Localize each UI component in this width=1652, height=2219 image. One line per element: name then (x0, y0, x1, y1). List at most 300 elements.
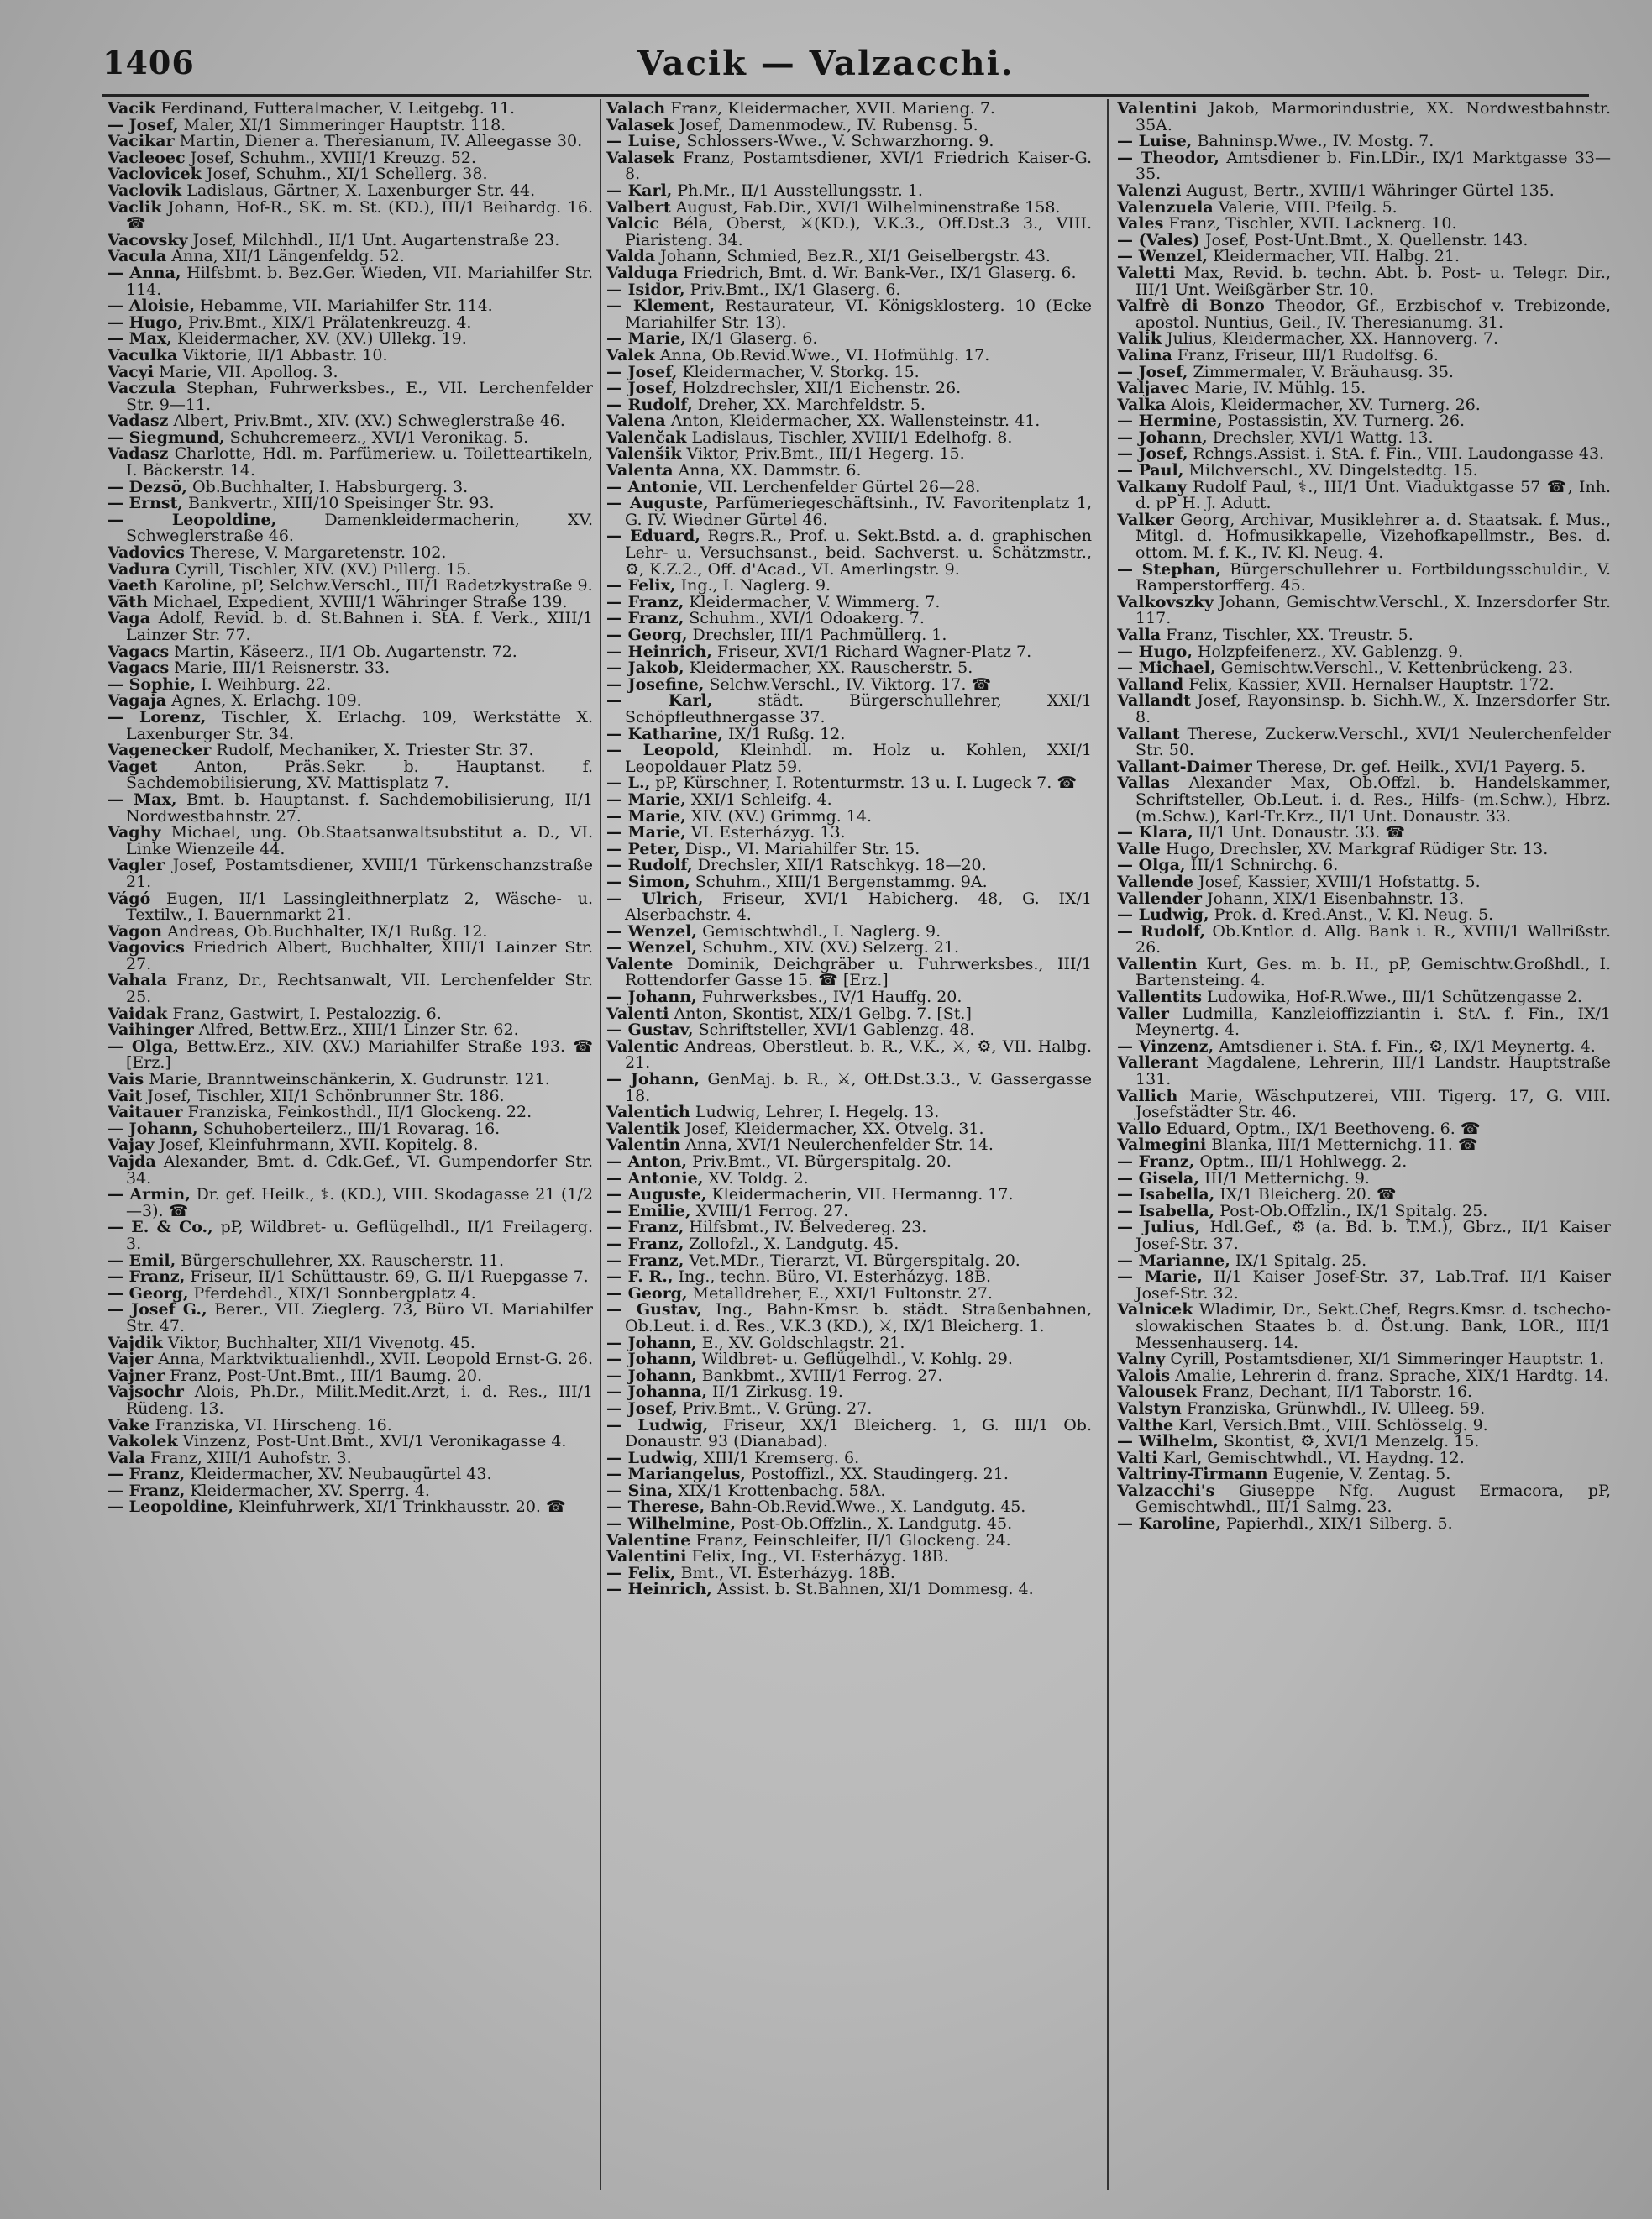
entry-details: XVIII/1 Ferrog. 27. (690, 1201, 849, 1220)
entry-details: Kleinhdl. m. Holz u. Kohlen, XXI/1 Leopoldauer Platz 59. (625, 741, 1092, 776)
entry-details: VI. Esterházyg. 13. (685, 823, 846, 842)
entry-details: Amtsdiener i. StA. f. Fin., ⚙, IX/1 Meynertg. 4. (1214, 1036, 1596, 1056)
entry-name: — Klement, (606, 296, 716, 316)
entry-name: Valzacchi's (1117, 1481, 1215, 1500)
entry-name: — Sina, (606, 1481, 674, 1500)
entry-name: Valetti (1117, 263, 1176, 282)
directory-entry (1117, 512, 1611, 562)
entry-name: — Karoline, (1117, 1514, 1222, 1534)
entry-name: Valentin (606, 1136, 681, 1155)
entry-details: VII. Lerchenfelder Gürtel 26—28. (703, 477, 981, 496)
entry-name: Valenčak (606, 428, 687, 447)
directory-entry (606, 1036, 1092, 1073)
entry-details: Julius, Kleidermacher, XX. Hannoverg. 7. (1161, 329, 1499, 349)
entry-details: Therese, Zuckerw.Verschl., XVI/1 Neulerchenfelder Str. 50. (1135, 724, 1611, 760)
entry-name: Valcic (606, 214, 659, 233)
entry-details: Selchw.Verschl., IV. Viktorg. 17. ☎ (704, 674, 992, 694)
entry-details: Priv.Bmt., V. Grüng. 27. (677, 1398, 873, 1418)
entry-details: Franziska, Feinkosthdl., II/1 Glockeng. 22. (182, 1103, 532, 1122)
entry-details: Bmt., VI. Esterházyg. 18B. (675, 1563, 895, 1582)
entry-name: Valka (1117, 395, 1167, 414)
directory-entry (1117, 265, 1611, 298)
entry-details: Eugenie, V. Zentag. 5. (1267, 1465, 1451, 1484)
directory-entry (108, 1302, 593, 1335)
entry-details: Bahn-Ob.Revid.Wwe., X. Landgutg. 45. (705, 1498, 1026, 1517)
entry-name: — Josef, (606, 379, 678, 398)
directory-entry (606, 954, 1092, 990)
entry-name: Valfrè di Bonzo (1117, 296, 1265, 316)
entry-name: Valkany (1117, 477, 1187, 496)
directory-entry (606, 298, 1092, 331)
entry-details: Marie, III/1 Reisnerstr. 33. (169, 658, 391, 678)
entry-details: Ludmilla, Kanzleioffizziantin i. StA. f. Fin., IX/1 Meynertg. 4. (1135, 1004, 1611, 1040)
entry-name: Vadasz (108, 412, 169, 431)
entry-name: — Heinrich, (606, 642, 712, 661)
entry-name: Valentik (606, 1119, 680, 1138)
entry-name: Vallant (1117, 724, 1180, 743)
entry-details: Cyrill, Tischler, XIV. (XV.) Pillerg. 15. (170, 559, 472, 579)
entry-details: Karoline, pP, Selchw.Verschl., III/1 Radetzkystraße 9. (158, 576, 593, 595)
entry-details: Amalie, Lehrerin d. franz. Sprache, XIX/1 Hardtg. 14. (1170, 1366, 1609, 1385)
entry-name: Vacleoec (108, 148, 186, 167)
entry-name: Valousek (1117, 1382, 1197, 1402)
entry-name: Vallas (1117, 774, 1170, 793)
entry-details: Hilfsbmt. b. Bez.Ger. Wieden, VII. Mariahilfer Str. 114. (126, 263, 593, 299)
entry-name: Valach (606, 101, 666, 118)
entry-name: — Isabella, (1117, 1185, 1215, 1204)
entry-name: — Wenzel, (606, 921, 698, 941)
directory-entry (606, 150, 1092, 183)
entry-details: Josef, Kleinfuhrmann, XVII. Kopitelg. 8. (154, 1136, 479, 1155)
entry-name: Valois (1117, 1366, 1171, 1385)
directory-column-1 (108, 101, 593, 2201)
entry-name: — Klara, (1117, 823, 1193, 842)
entry-details: Anton, Präs.Sekr. b. Hauptanst. f. Sachdemobilisierung, XV. Mattisplatz 7. (126, 757, 593, 793)
entry-details: Charlotte, Hdl. m. Parfümeriew. u. Toiletteartikeln, I. Bäckerstr. 14. (126, 444, 593, 480)
entry-details: Schuhm., XIV. (XV.) Selzerg. 21. (697, 938, 960, 957)
entry-details: Marie, Wäschputzerei, VIII. Tigerg. 17, G. VIII. Josefstädter Str. 46. (1135, 1086, 1611, 1122)
entry-details: Ing., Bahn-Kmsr. b. städt. Straßenbahnen, Ob.Leut. i. d. Res., V.K.3 (KD.), ⚔, IX/1 Bleicherg. 1. (625, 1300, 1092, 1335)
entry-name: — Josef G., (108, 1300, 207, 1319)
entry-details: Priv.Bmt., IX/1 Glaserg. 6. (684, 280, 901, 299)
entry-name: Vaihinger (108, 1020, 194, 1040)
entry-name: — Rudolf, (1117, 921, 1206, 941)
entry-details: Gemischtwhdl., I. Naglerg. 9. (697, 921, 941, 941)
directory-entry (606, 1415, 1092, 1451)
entry-name: Valente (606, 954, 674, 973)
entry-name: — Wilhelm, (1117, 1432, 1219, 1451)
entry-name: Vacikar (108, 132, 175, 151)
entry-name: Vagenecker (108, 741, 212, 760)
directory-entry (1117, 1006, 1611, 1039)
entry-details: IX/1 Rußg. 12. (723, 724, 846, 743)
entry-name: Vahala (108, 971, 167, 990)
entry-name: — Franz, (1117, 1152, 1195, 1171)
entry-details: Ludowika, Hof-R.Wwe., III/1 Schützengasse 2. (1202, 988, 1582, 1007)
entry-details: Bahninsp.Wwe., IV. Mostg. 7. (1192, 132, 1434, 151)
entry-details: Damenkleidermacherin, XV. Schweglerstraße 46. (126, 510, 593, 546)
directory-entry (108, 792, 593, 825)
directory-entry (606, 216, 1092, 249)
entry-details: Karl, Versich.Bmt., VIII. Schlösselg. 9. (1173, 1415, 1488, 1435)
entry-name: Valentic (606, 1036, 679, 1056)
entry-name: — Felix, (606, 1563, 676, 1582)
entry-name: — Max, (108, 790, 177, 809)
entry-name: — Max, (108, 329, 172, 349)
entry-name: Valasek (606, 148, 674, 167)
entry-name: — Isabella, (1117, 1201, 1215, 1220)
entry-details: Anna, Ob.Revid.Wwe., VI. Hofmühlg. 17. (654, 345, 990, 365)
entry-details: Josef, Damenmodew., IV. Rubensg. 5. (674, 115, 978, 134)
entry-name: — Theodor, (1117, 148, 1219, 167)
directory-column-3 (1117, 101, 1611, 2201)
entry-name: Valker (1117, 510, 1174, 529)
entry-details: Johann, Hof-R., SK. m. St. (KD.), III/1 Beihardg. 16. ☎ (126, 197, 593, 233)
entry-details: Franz, Friseur, III/1 Rudolfsg. 6. (1172, 345, 1439, 365)
entry-details: Ladislaus, Gärtner, X. Laxenburger Str. 44. (181, 181, 536, 200)
entry-details: Therese, V. Margaretenstr. 102. (184, 543, 447, 563)
entry-name: — Johann, (108, 1119, 198, 1138)
entry-name: — Lorenz, (108, 707, 207, 727)
entry-details: Rudolf, Mechaniker, X. Triester Str. 37. (211, 741, 534, 760)
entry-name: Valthe (1117, 1415, 1174, 1435)
directory-entry (1117, 954, 1611, 990)
entry-details: Friseur, XVI/1 Habicherg. 48, G. IX/1 Alserbachstr. 4. (625, 889, 1092, 925)
entry-details: Stephan, Fuhrwerksbes., E., VII. Lerchenfelder Str. 9—11. (126, 379, 593, 414)
entry-details: Bmt. b. Hauptanst. f. Sachdemobilisierung, II/1 Nordwestbahnstr. 27. (126, 790, 593, 826)
entry-details: Georg, Archivar, Musiklehrer a. d. Staatsak. f. Mus., Mitgl. d. Hofmusikkapelle, Vizehofkapellmstr., Bes. d. ottom. M. f. K., IV. Kl. Neug. 4. (1135, 510, 1611, 563)
entry-details: XIV. (XV.) Grimmg. 14. (685, 806, 873, 826)
directory-entry (1117, 1516, 1611, 1533)
entry-name: — L., (606, 774, 651, 793)
entry-details: Blanka, III/1 Metternichg. 11. ☎ (1206, 1136, 1478, 1155)
entry-details: XIII/1 Kremserg. 6. (698, 1448, 860, 1467)
entry-name: Vajner (108, 1366, 165, 1385)
entry-name: Valenzi (1117, 181, 1182, 200)
entry-name: — Wilhelmine, (606, 1514, 737, 1534)
entry-details: Kleidermacher, XV. (XV.) Ullekg. 19. (171, 329, 467, 349)
entry-name: Vaculka (108, 345, 178, 365)
entry-name: — Johann, (1117, 428, 1208, 447)
entry-name: Vaghy (108, 823, 161, 842)
entry-details: Josef, Kleidermacher, XX. Otvelg. 31. (679, 1119, 984, 1138)
entry-details: Priv.Bmt., XIX/1 Prälatenkreuzg. 4. (182, 312, 472, 332)
entry-details: Zollofzl., X. Landgutg. 45. (684, 1234, 899, 1253)
entry-details: Papierhdl., XIX/1 Silberg. 5. (1221, 1514, 1453, 1534)
entry-details: Viktor, Priv.Bmt., III/1 Hegerg. 15. (681, 444, 965, 464)
entry-details: Kleidermacher, XV. Neubaugürtel 43. (185, 1465, 492, 1484)
entry-details: Jakob, Marmorindustrie, XX. Nordwestbahnstr. 35A. (1135, 101, 1611, 134)
entry-name: Valkovszky (1117, 592, 1214, 611)
entry-details: Kleidermacher, XX. Rauscherstr. 5. (684, 658, 973, 678)
directory-entry (108, 197, 593, 233)
entry-details: Alexander, Bmt. d. Cdk.Gef., VI. Gumpendorfer Str. 34. (126, 1152, 593, 1188)
directory-entry (1117, 1086, 1611, 1122)
entry-name: Vallandt (1117, 691, 1191, 711)
entry-details: Skontist, ⚙, XVI/1 Menzelg. 15. (1218, 1432, 1480, 1451)
entry-name: — Marie, (1117, 1267, 1203, 1287)
entry-details: Holzdrechsler, XII/1 Eichenstr. 26. (677, 379, 962, 398)
entry-details: Ladislaus, Tischler, XVIII/1 Edelhofg. 8. (686, 428, 1013, 447)
entry-details: Dreher, XX. Marchfeldstr. 5. (692, 395, 926, 414)
directory-entry (606, 1072, 1092, 1104)
entry-details: Rchngs.Assist. i. StA. f. Fin., VIII. Laudongasse 43. (1188, 444, 1605, 464)
entry-name: Valbert (606, 197, 671, 217)
entry-name: — Auguste, (606, 494, 709, 513)
entry-details: Marie, VII. Apollog. 3. (154, 362, 338, 381)
entry-name: Vagacs (108, 658, 170, 678)
entry-details: Schlossers-Wwe., V. Schwarzhorng. 9. (681, 132, 994, 151)
entry-details: Wildbret- u. Geflügelhdl., V. Kohlg. 29. (696, 1350, 1013, 1369)
entry-details: Friseur, II/1 Schüttaustr. 69, G. II/1 Ruepgasse 7. (185, 1267, 589, 1287)
entry-name: Vallentin (1117, 954, 1198, 973)
entry-details: Franz, Postamtsdiener, XVI/1 Friedrich Kaiser-G. 8. (625, 148, 1092, 184)
entry-details: XIX/1 Krottenbachg. 58A. (673, 1481, 886, 1500)
entry-details: III/1 Schnirchg. 6. (1185, 856, 1339, 875)
entry-details: Metalldreher, E., XXI/1 Fultonstr. 27. (687, 1283, 993, 1303)
entry-details: Drechsler, III/1 Pachmüllerg. 1. (687, 626, 947, 644)
entry-name: — Katharine, (606, 724, 724, 743)
column-divider (600, 99, 601, 2190)
entry-name: Vaclik (108, 197, 162, 217)
directory-entry (1117, 775, 1611, 825)
entry-details: Franz, Dr., Rechtsanwalt, VII. Lerchenfelder Str. 25. (126, 971, 593, 1007)
entry-name: — Karl, (606, 691, 713, 711)
entry-details: Restaurateur, VI. Königsklosterg. 10 (Ecke Mariahilfer Str. 13). (625, 296, 1092, 332)
directory-entry (108, 512, 593, 545)
entry-name: — Luise, (1117, 132, 1193, 151)
entry-name: Valentini (606, 1547, 687, 1566)
entry-name: — Marianne, (1117, 1251, 1230, 1270)
entry-name: — Johann, (606, 1333, 697, 1352)
entry-details: Alexander Max, Ob.Offzl. b. Handelskammer, Schriftsteller, Ob.Leut. i. d. Res., Hilfs- (m.Schw.), Hbrz. (m.Schw.), Karl-Tr.Krz., II/1 Unt. Donaustr. 33. (1135, 774, 1611, 826)
directory-entry (108, 611, 593, 643)
entry-details: Gemischtw.Verschl., V. Kettenbrückeng. 23. (1215, 658, 1574, 678)
entry-details: Schuhcremeerz., XVI/1 Veronikag. 5. (224, 428, 529, 447)
entry-details: Michael, Expedient, XVIII/1 Währinger Straße 139. (147, 592, 568, 611)
entry-details: Regrs.R., Prof. u. Sekt.Bstd. a. d. graphischen Lehr- u. Versuchsanst., beid. Sachverst. u. Schätzmstr., ⚙, K.Z.2., Off. d'Acad., VI. Amerlingstr. 9. (625, 527, 1092, 579)
entry-details: Agnes, X. Erlachg. 109. (166, 691, 362, 711)
entry-details: Franz, Dechant, II/1 Taborstr. 16. (1196, 1382, 1472, 1402)
directory-entry (606, 528, 1092, 578)
entry-details: XXI/1 Schleifg. 4. (685, 790, 832, 809)
page-number: 1406 (102, 44, 195, 81)
entry-name: Valentich (606, 1103, 690, 1122)
entry-details: Franz, Kleidermacher, XVII. Marieng. 7. (665, 101, 995, 118)
entry-name: Vaclovicek (108, 165, 202, 184)
entry-details: Kleidermacher, VII. Halbg. 21. (1208, 247, 1461, 266)
entry-name: Vacyi (108, 362, 155, 381)
entry-name: Vait (108, 1086, 143, 1105)
entry-name: Vacovsky (108, 230, 188, 249)
entry-name: Valtriny-Tirmann (1117, 1465, 1268, 1484)
entry-details: Schuhm., XVI/1 Odoakerg. 7. (684, 609, 925, 628)
entry-details: Fuhrwerksbes., IV/1 Hauffg. 20. (696, 988, 962, 1007)
entry-details: Pferdehdl., XIX/1 Sonnbergplatz 4. (188, 1283, 476, 1303)
entry-name: Vais (108, 1070, 144, 1089)
entry-details: Prok. d. Kred.Anst., V. Kl. Neug. 5. (1209, 905, 1494, 925)
entry-details: Josef, Schuhm., XVIII/1 Kreuzg. 52. (185, 148, 477, 167)
entry-name: Vacula (108, 247, 167, 266)
entry-details: Post-Ob.Offzlin., X. Landgutg. 45. (736, 1514, 1013, 1534)
entry-name: Vajda (108, 1152, 156, 1171)
entry-name: — Josef, (108, 115, 179, 134)
entry-name: — Johann, (606, 1366, 697, 1385)
entry-name: Vakolek (108, 1432, 178, 1451)
entry-details: Franz, Tischler, XX. Treustr. 5. (1161, 626, 1413, 644)
entry-details: I. Weihburg. 22. (196, 674, 332, 694)
entry-name: — Franz, (108, 1267, 186, 1287)
entry-details: Parfümeriegeschäftsinh., IV. Favoritenplatz 1, G. IV. Wiedner Gürtel 46. (625, 494, 1092, 529)
entry-name: Vadovics (108, 543, 185, 563)
entry-name: — (Vales) (1117, 230, 1200, 249)
entry-details: Friseur, XX/1 Bleicherg. 1, G. III/1 Ob. Donaustr. 93 (Dianabad). (625, 1415, 1092, 1451)
entry-name: Valasek (606, 115, 674, 134)
entry-details: Bürgerschullehrer u. Fortbildungsschuldir., V. Ramperstorfferg. 45. (1135, 559, 1611, 595)
entry-details: Kurt, Ges. m. b. H., pP, Gemischtw.Großhdl., I. Bartensteing. 4. (1135, 954, 1611, 990)
entry-details: Schriftsteller, XVI/1 Gablenzg. 48. (693, 1020, 975, 1040)
entry-details: Josef, Schuhm., XI/1 Schellerg. 38. (201, 165, 488, 184)
entry-details: Priv.Bmt., VI. Bürgerspitalg. 20. (687, 1152, 952, 1171)
entry-details: Franz, Feinschleifer, II/1 Glockeng. 24. (690, 1530, 1011, 1550)
entry-details: Franz, Tischler, XVII. Lacknerg. 10. (1163, 214, 1457, 233)
entry-details: Milchverschl., XV. Dingelstedtg. 15. (1183, 461, 1478, 480)
entry-name: — Antonie, (606, 477, 704, 496)
directory-entry (108, 446, 593, 479)
entry-name: Vadasz (108, 444, 169, 464)
directory-entry (1117, 101, 1611, 134)
entry-details: Post-Ob.Offzlin., IX/1 Spitalg. 25. (1214, 1201, 1488, 1220)
directory-entry (108, 707, 593, 743)
entry-name: Vajay (108, 1136, 155, 1155)
entry-details: Ludwig, Lehrer, I. Hegelg. 13. (690, 1103, 940, 1122)
entry-details: Franziska, Grünwhdl., IV. Ulleeg. 59. (1181, 1398, 1486, 1418)
entry-details: Hebamme, VII. Mariahilfer Str. 114. (195, 296, 493, 316)
entry-name: Vaga (108, 609, 150, 628)
directory-entry (108, 265, 593, 298)
entry-name: — Hermine, (1117, 412, 1223, 431)
entry-name: Valny (1117, 1350, 1166, 1369)
entry-name: Vaczula (108, 379, 176, 398)
entry-details: Rudolf Paul, ⚕., III/1 Unt. Viaduktgasse 57 ☎, Inh. d. pP H. J. Adutt. (1135, 477, 1611, 513)
entry-name: Vallich (1117, 1086, 1178, 1105)
entry-name: — Heinrich, (606, 1580, 712, 1599)
directory-entry (1117, 921, 1611, 957)
entry-details: Dr. gef. Heilk., ⚕. (KD.), VIII. Skodagasse 21 (1/2—3). ☎ (126, 1185, 593, 1220)
entry-name: — Josefine, (606, 674, 705, 694)
entry-details: Marie, IV. Mühlg. 15. (1189, 379, 1366, 398)
entry-name: — Franz, (108, 1465, 186, 1484)
entry-details: Postassistin, XV. Turnerg. 26. (1222, 412, 1466, 431)
directory-entry (108, 1036, 593, 1073)
entry-details: Maler, XI/1 Simmeringer Hauptstr. 118. (178, 115, 506, 134)
directory-entry (1117, 724, 1611, 760)
entry-details: Andreas, Oberstleut. b. R., V.K., ⚔, ⚙, VII. Halbg. 21. (625, 1036, 1092, 1073)
entry-name: — Georg, (606, 626, 688, 644)
entry-details: Giuseppe Nfg. August Ermacora, pP, Gemischtwhdl., III/1 Salmg. 23. (1135, 1481, 1611, 1517)
directory-entry (1117, 1220, 1611, 1252)
directory-entry (108, 1220, 593, 1252)
entry-details: Tischler, X. Erlachg. 109, Werkstätte X. Laxenburger Str. 34. (126, 707, 593, 743)
entry-details: Ob.Buchhalter, I. Habsburgerg. 3. (186, 477, 469, 496)
entry-name: — Marie, (606, 790, 686, 809)
entry-name: Valla (1117, 626, 1162, 644)
entry-name: — Rudolf, (606, 856, 693, 875)
entry-details: II/1 Unt. Donaustr. 33. ☎ (1193, 823, 1405, 842)
entry-details: Bankbmt., XVIII/1 Ferrog. 27. (696, 1366, 943, 1385)
entry-name: — Franz, (606, 609, 684, 628)
entry-name: Valenta (606, 461, 674, 480)
entry-name: — Eduard, (606, 527, 700, 546)
entry-name: — Karl, (606, 181, 673, 200)
entry-name: Valle (1117, 839, 1161, 858)
entry-details: Eduard, Optm., IX/1 Beethoveng. 6. ☎ (1161, 1119, 1481, 1138)
entry-name: — Dezsö, (108, 477, 187, 496)
directory-entry (1117, 693, 1611, 726)
entry-details: Friseur, XVI/1 Richard Wagner-Platz 7. (711, 642, 1032, 661)
entry-name: Valentini (1117, 101, 1198, 118)
entry-details: Josef, Rayonsinsp. b. Sichh.W., X. Inzersdorfer Str. 8. (1135, 691, 1611, 727)
entry-name: Vala (108, 1448, 145, 1467)
entry-name: — Johann, (606, 988, 697, 1007)
entry-details: Bürgerschullehrer, XX. Rauscherstr. 11. (176, 1251, 505, 1270)
entry-details: pP, Kürschner, I. Rotenturmstr. 13 u. I. Lugeck 7. ☎ (650, 774, 1077, 793)
entry-details: II/1 Kaiser Josef-Str. 37, Lab.Traf. II/1 Kaiser Josef-Str. 32. (1135, 1267, 1611, 1303)
entry-name: — Mariangelus, (606, 1465, 747, 1484)
entry-details: Franz, Gastwirt, I. Pestalozzig. 6. (167, 1004, 442, 1023)
entry-name: Väth (108, 592, 148, 611)
entry-details: August, Fab.Dir., XVI/1 Wilhelminenstraße 158. (670, 197, 1061, 217)
entry-name: Vallende (1117, 872, 1194, 891)
directory-entry (108, 759, 593, 792)
entry-name: Vaeth (108, 576, 158, 595)
entry-name: — Franz, (606, 592, 684, 611)
directory-entry (108, 825, 593, 858)
entry-name: Valenti (606, 1004, 669, 1023)
entry-details: IX/1 Spitalg. 25. (1230, 1251, 1367, 1270)
entry-details: Anton, Skontist, XIX/1 Gelbg. 7. [St.] (669, 1004, 972, 1023)
entry-name: Vales (1117, 214, 1164, 233)
entry-name: Vajsochr (108, 1382, 184, 1402)
directory-entry (606, 1302, 1092, 1335)
entry-name: Valina (1117, 345, 1172, 365)
entry-details: Johann, Schmied, Bez.R., XI/1 Geiselbergstr. 43. (655, 247, 1051, 266)
entry-name: — Aloisie, (108, 296, 196, 316)
entry-name: Valenšik (606, 444, 682, 464)
directory-entry (108, 891, 593, 924)
entry-name: Valena (606, 412, 666, 431)
entry-name: — Michael, (1117, 658, 1216, 678)
entry-name: — E. & Co., (108, 1218, 213, 1237)
entry-name: — Simon, (606, 872, 690, 891)
entry-details: Holzpfeifenerz., XV. Gablenzg. 9. (1192, 642, 1464, 661)
entry-details: Martin, Diener a. Theresianum, IV. Alleegasse 30. (174, 132, 583, 151)
entry-name: Vagaja (108, 691, 167, 711)
entry-details: Kleidermacher, V. Wimmerg. 7. (684, 592, 941, 611)
directory-entry (108, 1154, 593, 1187)
entry-details: Ing., techn. Büro, VI. Esterházyg. 18B. (673, 1267, 992, 1287)
entry-details: Martin, Käseerz., II/1 Ob. Augartenstr. 72. (169, 642, 517, 661)
entry-details: Anna, Marktviktualienhdl., XVII. Leopold Ernst-G. 26. (153, 1350, 593, 1369)
entry-name: Vallender (1117, 889, 1203, 908)
directory-entry (1117, 1302, 1611, 1351)
entry-details: Béla, Oberst, ⚔(KD.), V.K.3., Off.Dst.3 3., VIII. Piaristeng. 34. (625, 214, 1092, 249)
entry-name: — Ernst, (108, 494, 184, 513)
entry-name: Valnicek (1117, 1300, 1193, 1319)
entry-name: — Sophie, (108, 674, 197, 694)
entry-details: Drechsler, XVI/1 Wattg. 13. (1207, 428, 1434, 447)
entry-name: — Josef, (606, 362, 678, 381)
